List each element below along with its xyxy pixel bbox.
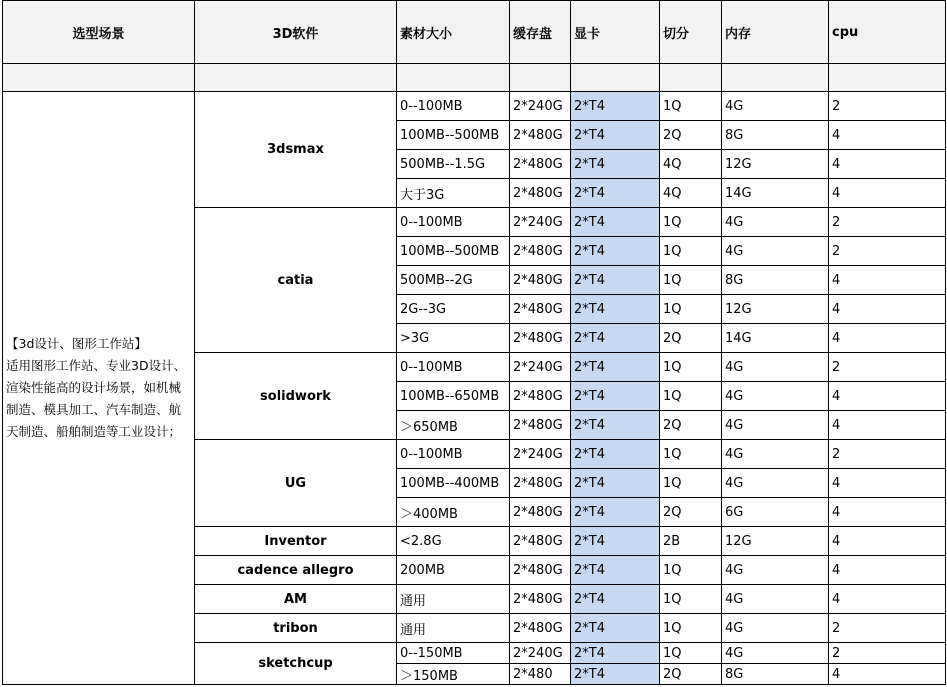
cpu-cell: 4 [829, 295, 946, 324]
cpu-cell: 4 [829, 411, 946, 440]
cache-cell: 2*480G [510, 585, 571, 614]
gpu-cell: 2*T4 [571, 237, 660, 266]
scene-title: 【3d设计、图形工作站】 [6, 336, 147, 351]
memory-cell: 4G [722, 469, 829, 498]
cpu-cell: 2 [829, 92, 946, 121]
cpu-cell: 4 [829, 150, 946, 179]
header-scene: 选型场景 [3, 1, 195, 64]
cache-cell: 2*480G [510, 324, 571, 353]
gpu-cell: 2*T4 [571, 411, 660, 440]
size-cell: 2G--3G [397, 295, 510, 324]
spec-table [2, 0, 946, 685]
split-cell: 2Q [660, 411, 722, 440]
cache-cell: 2*480G [510, 382, 571, 411]
split-cell: 1Q [660, 614, 722, 643]
gpu-cell: 2*T4 [571, 469, 660, 498]
header-memory: 内存 [722, 1, 829, 64]
gpu-cell: 2*T4 [571, 179, 660, 208]
memory-cell: 12G [722, 295, 829, 324]
gpu-cell: 2*T4 [571, 92, 660, 121]
cache-cell: 2*480G [510, 295, 571, 324]
spacer-cell [397, 64, 510, 92]
cache-cell: 2*480 [510, 664, 571, 685]
cpu-cell: 2 [829, 237, 946, 266]
size-cell: 0--100MB [397, 92, 510, 121]
cache-cell: 2*240G [510, 92, 571, 121]
header-split: 切分 [660, 1, 722, 64]
spacer-cell [3, 64, 195, 92]
cache-cell: 2*480G [510, 266, 571, 295]
header-cpu: cpu [829, 1, 946, 64]
memory-cell: 4G [722, 382, 829, 411]
gpu-cell: 2*T4 [571, 324, 660, 353]
cache-cell: 2*480G [510, 556, 571, 585]
memory-cell: 4G [722, 411, 829, 440]
cpu-cell: 2 [829, 440, 946, 469]
memory-cell: 4G [722, 353, 829, 382]
gpu-cell: 2*T4 [571, 498, 660, 527]
split-cell: 1Q [660, 556, 722, 585]
software-cell: solidwork [195, 353, 397, 440]
cpu-cell: 4 [829, 498, 946, 527]
memory-cell: 4G [722, 585, 829, 614]
size-cell: ＞400MB [397, 498, 510, 527]
software-cell: tribon [195, 614, 397, 643]
memory-cell: 4G [722, 237, 829, 266]
table-body [3, 92, 946, 685]
gpu-cell: 2*T4 [571, 527, 660, 556]
gpu-cell: 2*T4 [571, 556, 660, 585]
gpu-cell: 2*T4 [571, 440, 660, 469]
cpu-cell: 4 [829, 324, 946, 353]
cpu-cell: 4 [829, 179, 946, 208]
split-cell: 1Q [660, 469, 722, 498]
table-row [3, 92, 946, 121]
memory-cell: 12G [722, 150, 829, 179]
memory-cell: 8G [722, 664, 829, 685]
cpu-cell: 4 [829, 556, 946, 585]
software-cell: cadence allegro [195, 556, 397, 585]
split-cell: 1Q [660, 440, 722, 469]
split-cell: 1Q [660, 585, 722, 614]
header-row [3, 1, 946, 64]
cache-cell: 2*240G [510, 353, 571, 382]
size-cell: 500MB--2G [397, 266, 510, 295]
cache-cell: 2*240G [510, 208, 571, 237]
header-cache: 缓存盘 [510, 1, 571, 64]
split-cell: 4Q [660, 150, 722, 179]
size-cell: 100MB--650MB [397, 382, 510, 411]
gpu-cell: 2*T4 [571, 664, 660, 685]
cpu-cell: 2 [829, 208, 946, 237]
memory-cell: 4G [722, 208, 829, 237]
spacer-cell [829, 64, 946, 92]
cpu-cell: 4 [829, 527, 946, 556]
spacer-cell [722, 64, 829, 92]
software-cell: catia [195, 208, 397, 353]
memory-cell: 4G [722, 614, 829, 643]
memory-cell: 4G [722, 556, 829, 585]
size-cell: 100MB--400MB [397, 469, 510, 498]
spacer-cell [660, 64, 722, 92]
memory-cell: 6G [722, 498, 829, 527]
cache-cell: 2*480G [510, 469, 571, 498]
split-cell: 2Q [660, 664, 722, 685]
cpu-cell: 4 [829, 121, 946, 150]
cache-cell: 2*480G [510, 411, 571, 440]
spacer-cell [510, 64, 571, 92]
software-cell: AM [195, 585, 397, 614]
size-cell: <2.8G [397, 527, 510, 556]
split-cell: 1Q [660, 266, 722, 295]
split-cell: 1Q [660, 92, 722, 121]
cache-cell: 2*480G [510, 237, 571, 266]
cpu-cell: 4 [829, 266, 946, 295]
size-cell: 500MB--1.5G [397, 150, 510, 179]
size-cell: ＞650MB [397, 411, 510, 440]
split-cell: 1Q [660, 295, 722, 324]
spacer-cell [195, 64, 397, 92]
software-cell: UG [195, 440, 397, 527]
size-cell: 100MB--500MB [397, 121, 510, 150]
gpu-cell: 2*T4 [571, 643, 660, 664]
header-software: 3D软件 [195, 1, 397, 64]
cache-cell: 2*480G [510, 498, 571, 527]
split-cell: 2B [660, 527, 722, 556]
software-cell: sketchcup [195, 643, 397, 685]
cpu-cell: 2 [829, 614, 946, 643]
gpu-cell: 2*T4 [571, 353, 660, 382]
cpu-cell: 4 [829, 585, 946, 614]
split-cell: 1Q [660, 237, 722, 266]
memory-cell: 4G [722, 92, 829, 121]
memory-cell: 4G [722, 440, 829, 469]
memory-cell: 8G [722, 266, 829, 295]
size-cell: 0--150MB [397, 643, 510, 664]
split-cell: 1Q [660, 643, 722, 664]
cpu-cell: 2 [829, 353, 946, 382]
spacer-row [3, 64, 946, 92]
gpu-cell: 2*T4 [571, 614, 660, 643]
size-cell: 100MB--500MB [397, 237, 510, 266]
split-cell: 1Q [660, 382, 722, 411]
memory-cell: 14G [722, 179, 829, 208]
cpu-cell: 4 [829, 382, 946, 411]
size-cell: 大于3G [397, 179, 510, 208]
memory-cell: 4G [722, 643, 829, 664]
gpu-cell: 2*T4 [571, 150, 660, 179]
size-cell: 通用 [397, 614, 510, 643]
size-cell: 0--100MB [397, 353, 510, 382]
memory-cell: 14G [722, 324, 829, 353]
spacer-cell [571, 64, 660, 92]
size-cell: 0--100MB [397, 440, 510, 469]
size-cell: 0--100MB [397, 208, 510, 237]
cache-cell: 2*480G [510, 179, 571, 208]
size-cell: 200MB [397, 556, 510, 585]
cache-cell: 2*480G [510, 150, 571, 179]
software-cell: Inventor [195, 527, 397, 556]
header-gpu: 显卡 [571, 1, 660, 64]
cpu-cell: 4 [829, 664, 946, 685]
size-cell: 通用 [397, 585, 510, 614]
gpu-cell: 2*T4 [571, 382, 660, 411]
cache-cell: 2*240G [510, 440, 571, 469]
split-cell: 4Q [660, 179, 722, 208]
cache-cell: 2*480G [510, 614, 571, 643]
gpu-cell: 2*T4 [571, 208, 660, 237]
gpu-cell: 2*T4 [571, 266, 660, 295]
scene-description: 适用图形工作站、专业3D设计、渲染性能高的设计场景，如机械制造、模具加工、汽车制造、航天制造、船舶制造等工业设计； [6, 358, 187, 439]
split-cell: 2Q [660, 121, 722, 150]
cpu-cell: 2 [829, 643, 946, 664]
split-cell: 2Q [660, 498, 722, 527]
cache-cell: 2*480G [510, 527, 571, 556]
size-cell: ＞150MB [397, 664, 510, 685]
software-cell: 3dsmax [195, 92, 397, 208]
split-cell: 2Q [660, 324, 722, 353]
split-cell: 1Q [660, 208, 722, 237]
gpu-cell: 2*T4 [571, 585, 660, 614]
scene-cell [3, 92, 195, 685]
split-cell: 1Q [660, 353, 722, 382]
cache-cell: 2*240G [510, 643, 571, 664]
size-cell: >3G [397, 324, 510, 353]
cpu-cell: 4 [829, 469, 946, 498]
memory-cell: 8G [722, 121, 829, 150]
cache-cell: 2*480G [510, 121, 571, 150]
gpu-cell: 2*T4 [571, 295, 660, 324]
header-size: 素材大小 [397, 1, 510, 64]
gpu-cell: 2*T4 [571, 121, 660, 150]
memory-cell: 12G [722, 527, 829, 556]
